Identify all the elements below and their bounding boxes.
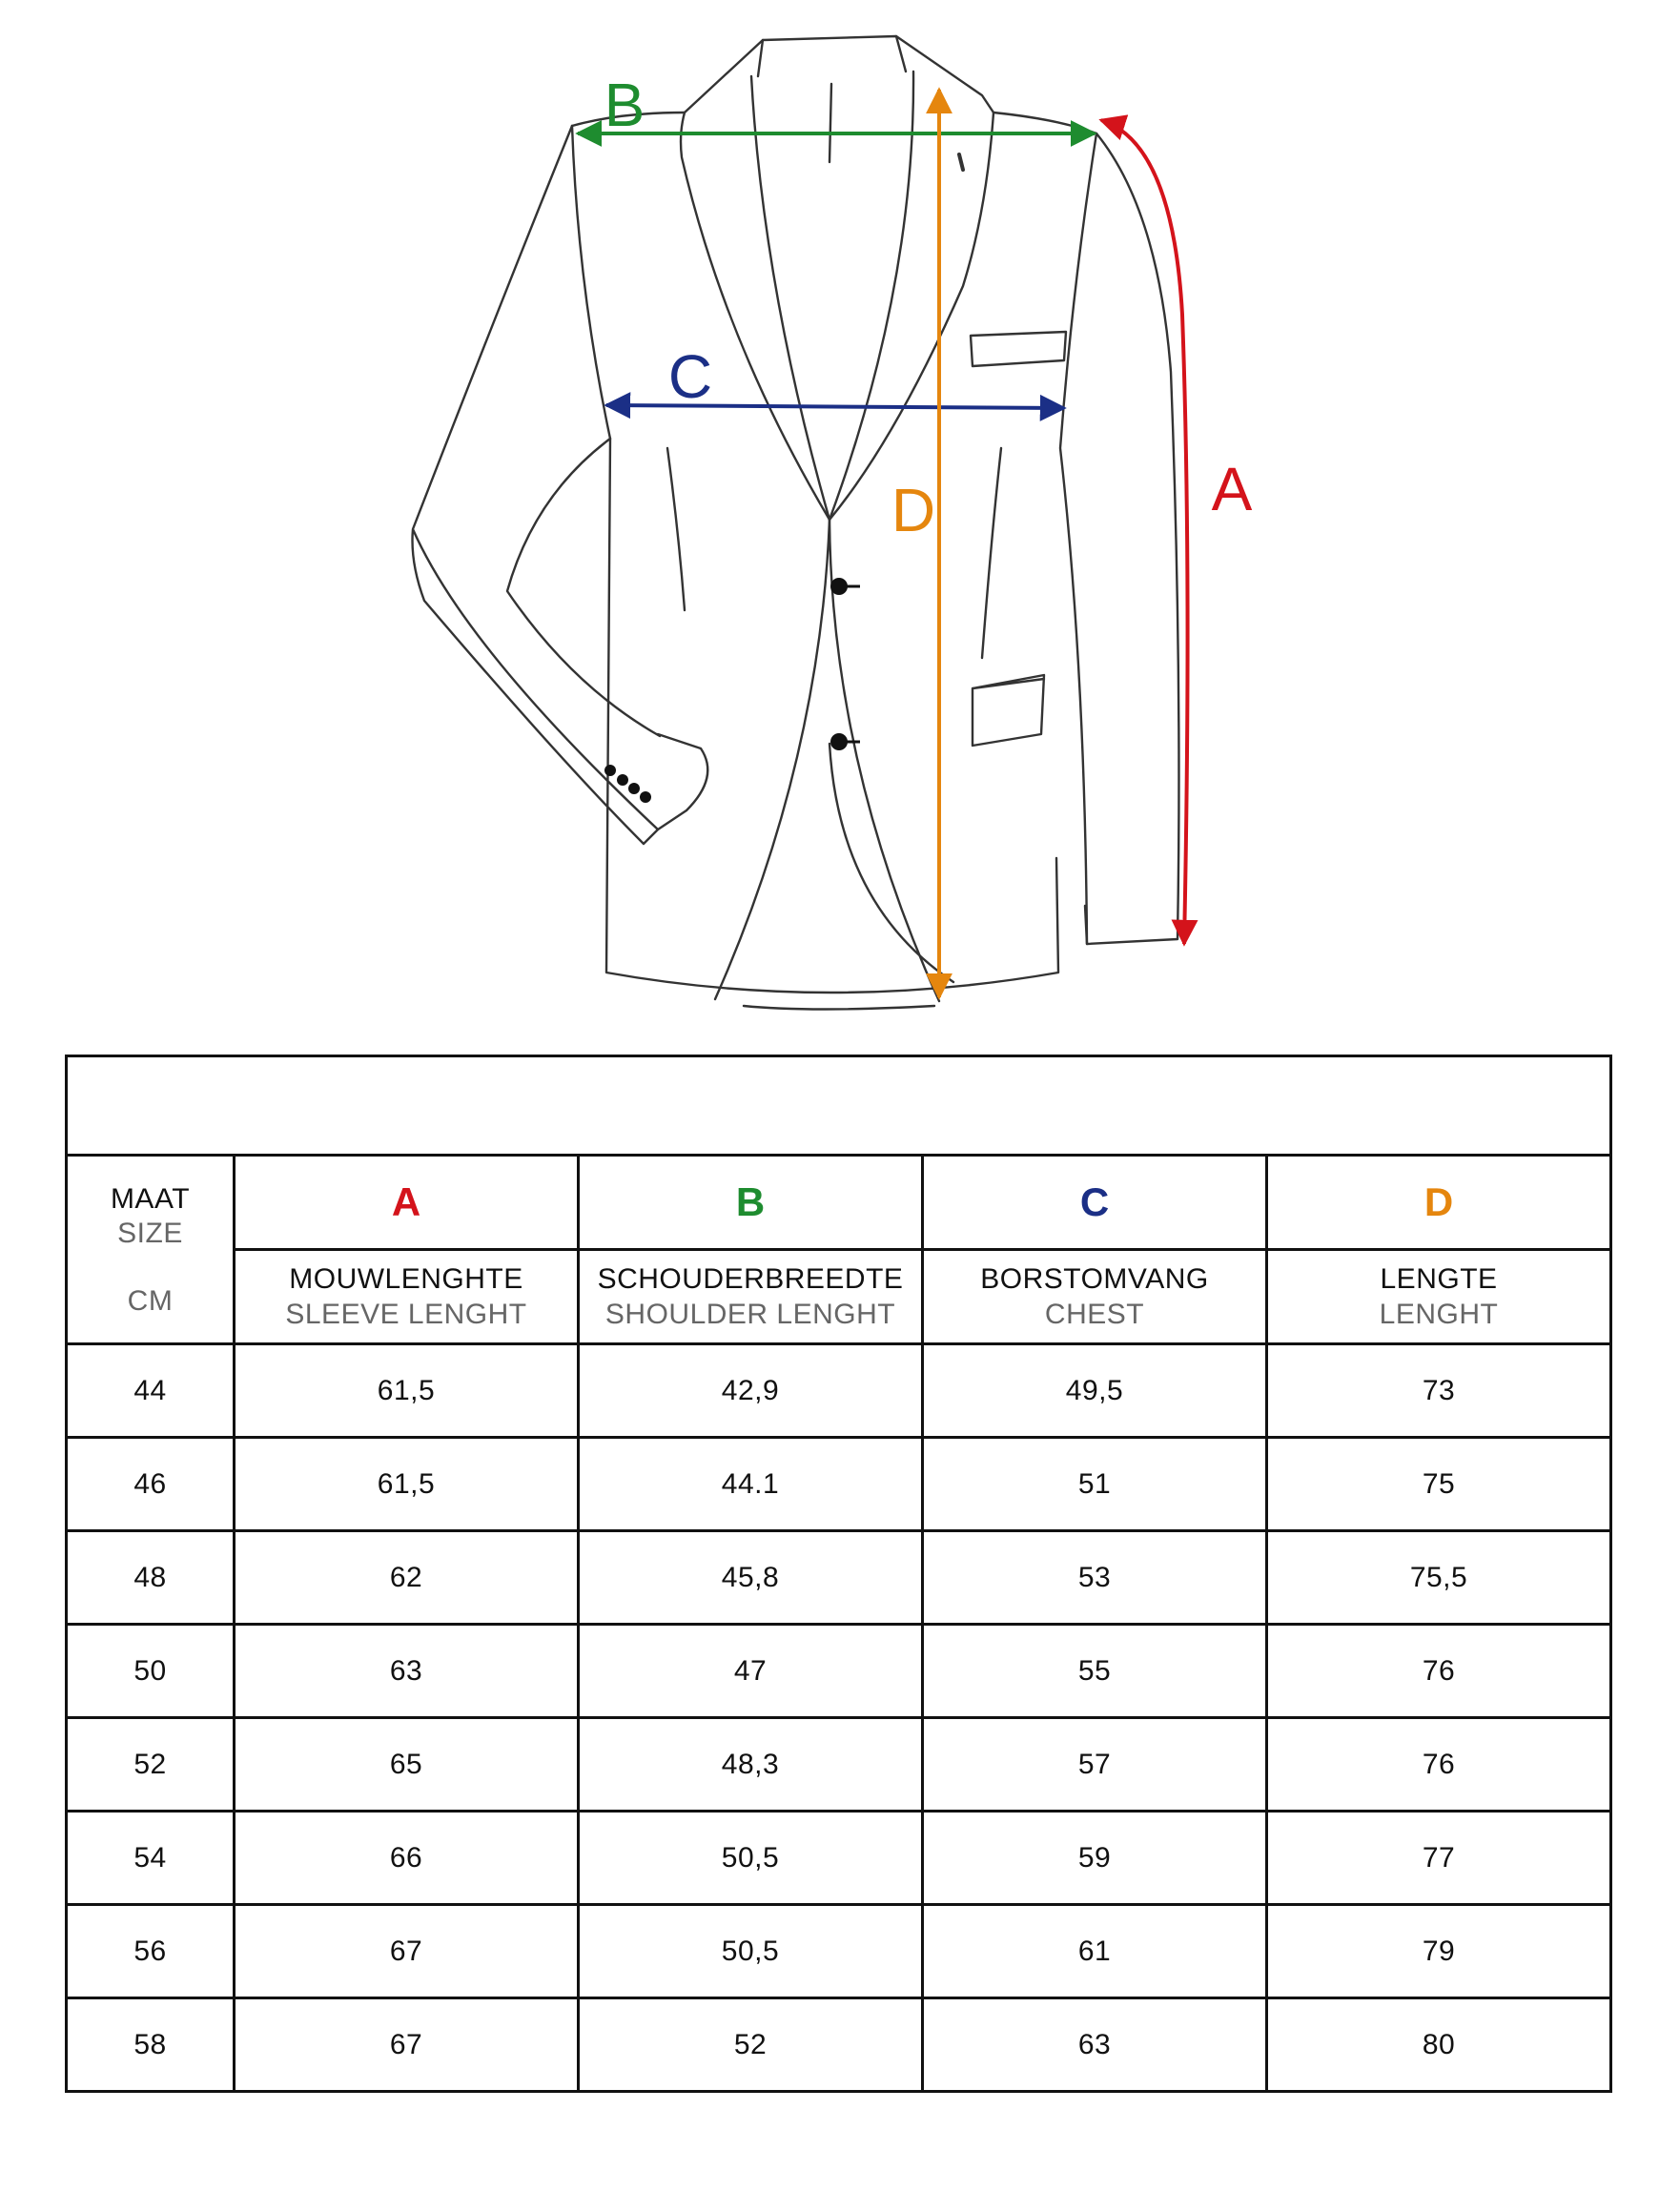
sleeve-cell: 67 [235,1998,579,2092]
size-header [67,1156,235,1344]
length-cell: 79 [1267,1905,1611,1998]
chest-cell: 51 [923,1438,1267,1531]
size-cell: 56 [67,1905,235,1998]
column-label-a-en: SLEEVE LENGHT [285,1299,527,1330]
length-cell: 76 [1267,1718,1611,1812]
size-cell: 58 [67,1998,235,2092]
length-cell: 76 [1267,1625,1611,1718]
table-title-row [67,1056,1611,1156]
shoulder-cell: 52 [579,1998,923,2092]
sleeve-cell: 66 [235,1812,579,1905]
size-header-en: SIZE [117,1217,183,1249]
column-label-b [579,1250,923,1344]
length-cell: 80 [1267,1998,1611,2092]
chest-cell: 57 [923,1718,1267,1812]
column-label-d-nl: LENGTE [1380,1263,1498,1295]
measure-a-arrow [1101,120,1188,944]
shoulder-cell: 44.1 [579,1438,923,1531]
chest-cell: 61 [923,1905,1267,1998]
shoulder-cell: 47 [579,1625,923,1718]
column-letter-b: B [579,1156,923,1250]
size-header-unit: CM [127,1284,174,1317]
column-label-c-nl: BORSTOMVANG [980,1263,1209,1295]
size-cell: 52 [67,1718,235,1812]
table-row [67,1812,1611,1905]
jacket-outline-icon [0,0,1659,1030]
measure-a-label: A [1211,455,1253,523]
sleeve-cell: 61,5 [235,1344,579,1438]
size-cell: 44 [67,1344,235,1438]
table-row [67,1625,1611,1718]
table-row [67,1905,1611,1998]
table-row [67,1718,1611,1812]
chest-cell: 49,5 [923,1344,1267,1438]
sleeve-cell: 67 [235,1905,579,1998]
size-table [65,1055,1611,2093]
table-row [67,1344,1611,1438]
column-label-a-nl: MOUWLENGHTE [289,1263,523,1295]
measure-d-label: D [891,476,936,544]
table-row [67,1998,1611,2092]
chest-cell: 55 [923,1625,1267,1718]
length-cell: 75 [1267,1438,1611,1531]
table-label-row [67,1250,1611,1344]
sleeve-cell: 63 [235,1625,579,1718]
sleeve-cell: 65 [235,1718,579,1812]
sleeve-cell: 61,5 [235,1438,579,1531]
jacket-diagram [0,0,1659,1030]
length-cell: 77 [1267,1812,1611,1905]
table-row [67,1531,1611,1625]
size-cell: 46 [67,1438,235,1531]
size-cell: 50 [67,1625,235,1718]
shoulder-cell: 50,5 [579,1812,923,1905]
column-letter-a: A [235,1156,579,1250]
shoulder-cell: 50,5 [579,1905,923,1998]
table-title [67,1056,1611,1156]
chest-cell: 59 [923,1812,1267,1905]
shoulder-cell: 48,3 [579,1718,923,1812]
table-row [67,1438,1611,1531]
chest-cell: 53 [923,1531,1267,1625]
column-letter-c: C [923,1156,1267,1250]
shoulder-cell: 42,9 [579,1344,923,1438]
column-label-c-en: CHEST [1044,1299,1145,1330]
column-label-c [923,1250,1267,1344]
table-letter-row [67,1156,1611,1250]
column-label-b-nl: SCHOUDERBREEDTE [597,1263,904,1295]
size-cell: 48 [67,1531,235,1625]
column-label-b-en: SHOULDER LENGHT [604,1299,896,1330]
chest-cell: 63 [923,1998,1267,2092]
sleeve-cell: 62 [235,1531,579,1625]
column-label-d [1267,1250,1611,1344]
measure-c-label: C [667,342,713,411]
column-letter-d: D [1267,1156,1611,1250]
column-label-a [235,1250,579,1344]
column-label-d-en: LENGHT [1379,1299,1499,1330]
length-cell: 75,5 [1267,1531,1611,1625]
length-cell: 73 [1267,1344,1611,1438]
size-header-nl: MAAT [110,1182,191,1215]
size-cell: 54 [67,1812,235,1905]
measure-b-label: B [604,71,645,139]
shoulder-cell: 45,8 [579,1531,923,1625]
